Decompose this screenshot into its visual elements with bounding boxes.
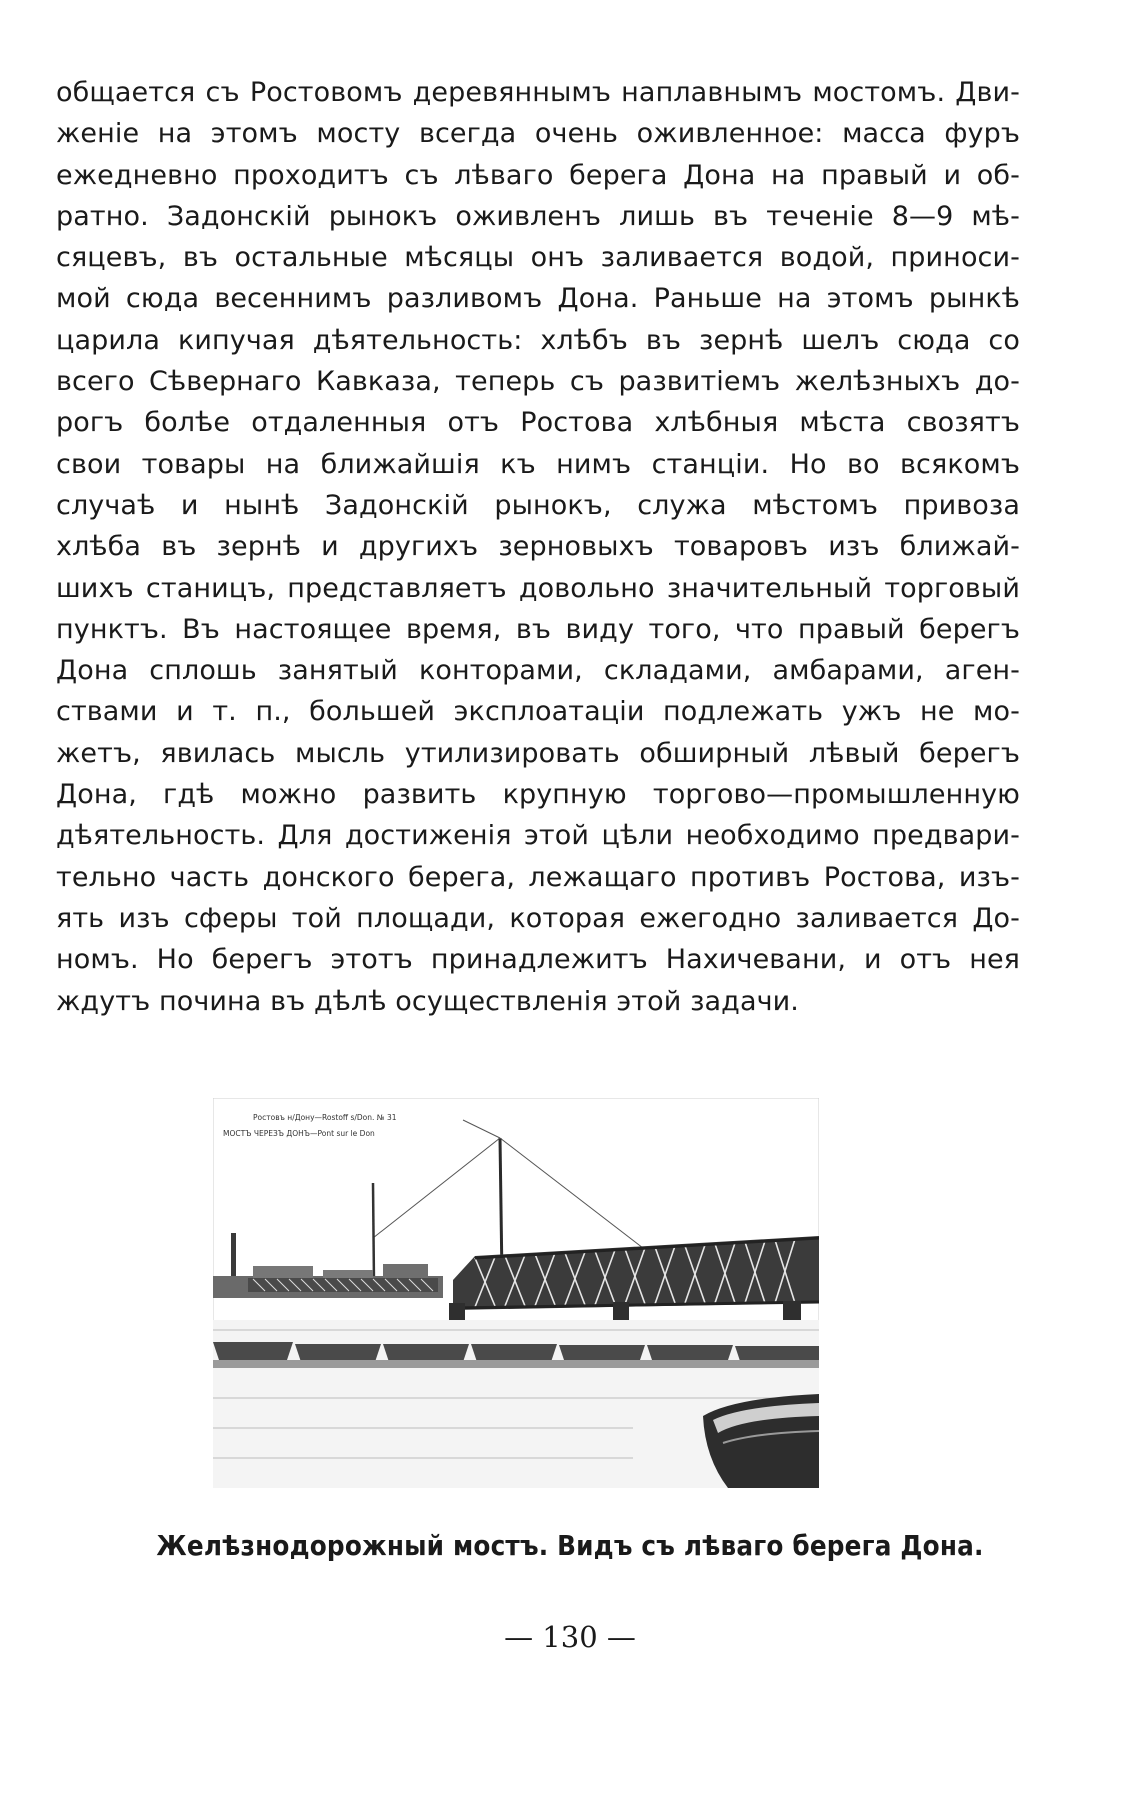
text-line: общается съ Ростовомъ деревяннымъ наплавнымъ мостомъ. Дви- xyxy=(56,77,1020,108)
figure-caption: Желѣзнодорожный мостъ. Видъ съ лѣваго берега Дона. xyxy=(156,1530,984,1562)
text-line: мой сюда весеннимъ разливомъ Дона. Раньше на этомъ рынкѣ xyxy=(56,283,1020,315)
text-line: женіе на этомъ мосту всегда очень оживленное: масса фуръ xyxy=(56,118,1020,150)
text-line: царила кипучая дѣятельность: хлѣбъ въ зернѣ шелъ сюда со xyxy=(56,324,1020,356)
text-line: случаѣ и нынѣ Задонскій рынокъ, служа мѣстомъ привоза xyxy=(56,489,1020,521)
postcard-imprint-line1: Ростовъ н/Дону—Rostoff s/Don. № 31 xyxy=(253,1113,397,1122)
text-line: тельно часть донского берега, лежащаго противъ Ростова, изъ- xyxy=(56,861,1020,893)
text-line: сяцевъ, въ остальные мѣсяцы онъ заливается водой, приноси- xyxy=(56,242,1020,274)
body-text xyxy=(56,72,1020,1022)
text-line: Дона сплошь занятый конторами, складами, амбарами, аген- xyxy=(56,655,1020,687)
text-line: ждутъ почина въ дѣлѣ осуществленія этой задачи. xyxy=(56,985,799,1017)
text-line: номъ. Но берегъ этотъ принадлежитъ Нахичевани, и отъ нея xyxy=(56,944,1020,976)
text-line: рогъ болѣе отдаленныя отъ Ростова хлѣбныя мѣста свозятъ xyxy=(56,407,1020,439)
text-line: шихъ станицъ, представляетъ довольно значительный торговый xyxy=(56,572,1020,604)
text-line: ежедневно проходитъ съ лѣваго берега Дона на правый и об- xyxy=(56,159,1020,191)
bridge-photograph xyxy=(213,1098,819,1488)
text-line: всего Сѣвернаго Кавказа, теперь съ развитіемъ желѣзныхъ до- xyxy=(56,366,1020,398)
text-line: дѣятельность. Для достиженія этой цѣли необходимо предвари- xyxy=(56,820,1020,852)
text-line: свои товары на ближайшія къ нимъ станціи. Но во всякомъ xyxy=(56,448,1020,480)
postcard-imprint-line2: МОСТЪ ЧЕРЕЗЪ ДОНЪ—Pont sur le Don xyxy=(223,1129,375,1138)
text-line: Дона, гдѣ можно развить крупную торгово—промышленную xyxy=(56,779,1020,811)
text-line: ять изъ сферы той площади, которая ежегодно заливается До- xyxy=(56,902,1020,934)
page-number: — 130 — xyxy=(504,1620,636,1654)
text-line: ратно. Задонскій рынокъ оживленъ лишь въ теченіе 8—9 мѣ- xyxy=(56,200,1020,232)
text-line: жетъ, явилась мысль утилизировать обширный лѣвый берегъ xyxy=(56,737,1020,769)
text-line: пунктъ. Въ настоящее время, въ виду того, что правый берегъ xyxy=(56,613,1020,645)
text-line: ствами и т. п., большей эксплоатаціи подлежать ужъ не мо- xyxy=(56,696,1020,728)
text-line: хлѣба въ зернѣ и другихъ зерновыхъ товаровъ изъ ближай- xyxy=(56,531,1020,563)
